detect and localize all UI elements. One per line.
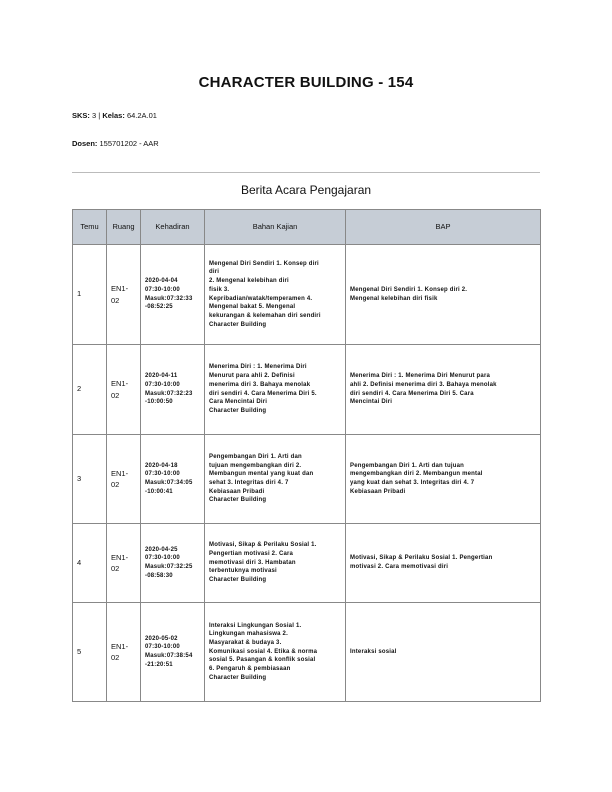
table-row xyxy=(73,524,541,603)
ruang-cell xyxy=(107,345,141,435)
ruang-text: EN1- 02 xyxy=(111,468,129,489)
kehadiran-text: 2020-04-18 07:30-10:00 Masuk:07:34:05 -10:00:41 xyxy=(145,462,193,495)
bahan-kajian-cell xyxy=(205,345,346,435)
bahan-kajian-cell xyxy=(205,435,346,524)
bap-text: Pengembangan Diri 1. Arti dan tujuan mengembangkan diri 2. Membangun mental yang kuat dan sehat 3. Integritas diri 4. 7 Kebiasaan Pribadi xyxy=(350,462,483,495)
kehadiran-cell xyxy=(141,435,205,524)
ruang-text: EN1- 02 xyxy=(111,641,129,662)
kehadiran-cell xyxy=(141,524,205,603)
sks-label: SKS: xyxy=(72,111,90,120)
bahan-kajian-text: Interaksi Lingkungan Sosial 1. Lingkungan mahasiswa 2. Masyarakat & budaya 3. Komunikasi sosial 4. Etika & norma sosial 5. Pasangan & konflik sosial 6. Pengaruh & pembiasaan Character Building xyxy=(209,622,318,681)
bap-text: Interaksi sosial xyxy=(350,648,397,655)
table-row xyxy=(73,603,541,702)
course-title: CHARACTER BUILDING - 154 xyxy=(198,74,414,91)
sks-value: 3 xyxy=(92,111,97,120)
header-bahan-kajian: Bahan Kajian xyxy=(205,210,346,245)
kehadiran-cell xyxy=(141,245,205,345)
kehadiran-cell xyxy=(141,603,205,702)
table-row xyxy=(73,245,541,345)
ruang-text: EN1- 02 xyxy=(111,379,129,400)
temu-cell: 2 xyxy=(73,345,107,435)
horizontal-divider xyxy=(72,172,540,173)
ruang-cell xyxy=(107,435,141,524)
ruang-cell xyxy=(107,245,141,345)
header-kehadiran: Kehadiran xyxy=(141,210,205,245)
header-temu: Temu xyxy=(73,210,107,245)
ruang-text: EN1- 02 xyxy=(111,284,129,305)
table-row xyxy=(73,345,541,435)
bahan-kajian-text: Motivasi, Sikap & Perilaku Sosial 1. Pengertian motivasi 2. Cara memotivasi diri 3. Hambatan terbentuknya motivasi Character Building xyxy=(209,542,317,584)
kehadiran-text: 2020-05-02 07:30-10:00 Masuk:07:38:54 -21:20:51 xyxy=(145,635,193,668)
course-meta xyxy=(72,111,157,120)
kehadiran-text: 2020-04-25 07:30-10:00 Masuk:07:32:25 -08:58:30 xyxy=(145,546,193,579)
table-header-row xyxy=(73,210,541,245)
bahan-kajian-text: Menerima Diri : 1. Menerima Diri Menurut para ahli 2. Definisi menerima diri 3. Bahaya menolak diri sendiri 4. Cara Menerima Diri 5. Cara Mencintai Diri Character Building xyxy=(209,364,317,414)
bap-text: Mengenal Diri Sendiri 1. Konsep diri 2. Mengenal kelebihan diri fisik xyxy=(350,286,468,302)
ruang-cell xyxy=(107,524,141,603)
bahan-kajian-cell xyxy=(205,524,346,603)
kelas-label: Kelas: xyxy=(102,111,125,120)
bap-text: Motivasi, Sikap & Perilaku Sosial 1. Pengertian motivasi 2. Cara memotivasi diri xyxy=(350,555,493,570)
bap-cell xyxy=(346,603,541,702)
meta-separator: | xyxy=(98,111,101,120)
ruang-cell xyxy=(107,603,141,702)
header-ruang: Ruang xyxy=(107,210,141,245)
bahan-kajian-text: Mengenal Diri Sendiri 1. Konsep diri diri 2. Mengenal kelebihan diri fisik 3. Kepribadian/watak/temperamen 4. Mengenal bakat 5. Mengenal kekurangan & kelemahan diri sendiri Character Building xyxy=(209,260,321,328)
bahan-kajian-text: Pengembangan Diri 1. Arti dan tujuan mengembangkan diri 2. Membangun mental yang kuat dan sehat 3. Integritas diri 4. 7 Kebiasaan Pribadi Character Building xyxy=(209,453,314,504)
temu-cell: 5 xyxy=(73,603,107,702)
temu-cell: 4 xyxy=(73,524,107,603)
bap-cell xyxy=(346,524,541,603)
bap-cell xyxy=(346,435,541,524)
bap-text: Menerima Diri : 1. Menerima Diri Menurut para ahli 2. Definisi menerima diri 3. Bahaya menolak diri sendiri 4. Cara Menerima Diri 5. Cara Mencintai Diri xyxy=(350,373,497,406)
section-title: Berita Acara Pengajaran xyxy=(240,183,372,197)
kelas-value: 64.2A.01 xyxy=(126,111,157,120)
bahan-kajian-cell xyxy=(205,245,346,345)
teaching-record-table xyxy=(72,209,541,702)
ruang-text: EN1- 02 xyxy=(111,552,129,573)
header-bap: BAP xyxy=(346,210,541,245)
bahan-kajian-cell xyxy=(205,603,346,702)
temu-cell: 1 xyxy=(73,245,107,345)
bap-cell xyxy=(346,345,541,435)
kehadiran-text: 2020-04-11 07:30-10:00 Masuk:07:32:23 -10:00:50 xyxy=(145,373,193,406)
temu-cell: 3 xyxy=(73,435,107,524)
kehadiran-cell xyxy=(141,345,205,435)
dosen-value: 155701202 - AAR xyxy=(99,139,159,148)
dosen-label: Dosen: xyxy=(72,139,98,148)
kehadiran-text: 2020-04-04 07:30-10:00 Masuk:07:32:33 -08:52:25 xyxy=(145,278,193,311)
table-row xyxy=(73,435,541,524)
bap-cell xyxy=(346,245,541,345)
lecturer-meta xyxy=(72,139,159,148)
